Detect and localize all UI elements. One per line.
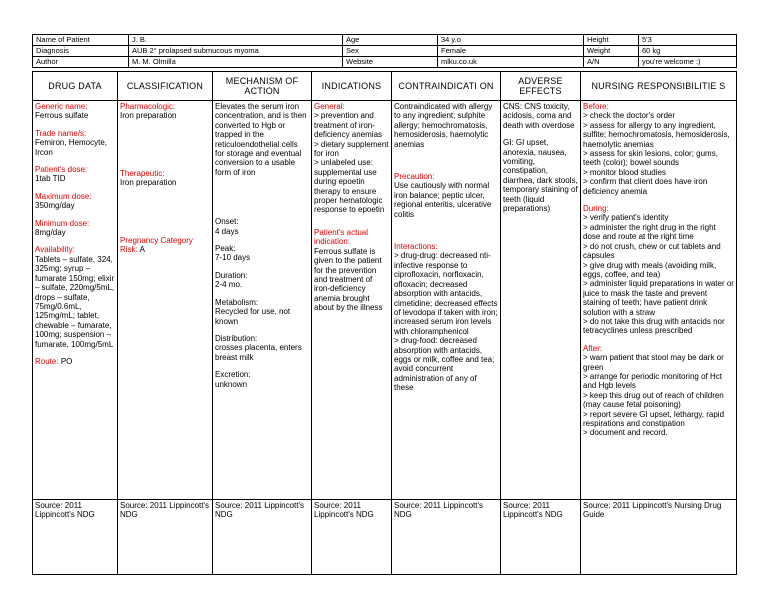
contraindication-cell bbox=[392, 101, 501, 500]
nursing-cell bbox=[581, 101, 737, 500]
classification-cell bbox=[118, 101, 213, 500]
during-label: During: bbox=[583, 204, 609, 214]
peak-text: Peak: 7-10 days bbox=[215, 244, 251, 263]
source-text: Source: 2011 Lippincott's NDG bbox=[501, 500, 581, 575]
author-value: M. M. Olmilla bbox=[129, 57, 343, 68]
header-row bbox=[33, 72, 737, 101]
general-text: > prevention and treatment of iron-deficiency anemias > dietary supplement for iron > unlabeled use: supplemental use during epoetin therapy to ensure proper hematologic response to epoetin bbox=[314, 111, 389, 215]
content-row bbox=[33, 101, 737, 500]
indications-cell bbox=[312, 101, 392, 500]
precaution-label: Precaution: bbox=[394, 172, 435, 182]
info-row bbox=[33, 46, 737, 57]
an-label: A/N bbox=[584, 57, 639, 68]
weight-label: Weight bbox=[584, 46, 639, 57]
source-text: Source: 2011 Lippincott's NDG bbox=[392, 500, 501, 575]
before-label: Before: bbox=[583, 102, 609, 111]
patient-dose-value: 1tab TID bbox=[35, 174, 66, 184]
trade-value: Femiron, Hemocyte, Ircon bbox=[35, 138, 108, 157]
adverse-effects-cell bbox=[501, 101, 581, 500]
pharmacologic-label: Pharmacologic: bbox=[120, 102, 176, 111]
after-label: After: bbox=[583, 343, 603, 353]
name-label: Name of Patient bbox=[33, 35, 129, 46]
header-classification: CLASSIFICATION bbox=[118, 72, 213, 101]
pharmacologic-value: Iron preparation bbox=[120, 111, 177, 121]
after-text: > warn patient that stool may be dark or green > arrange for periodic monitoring of Hct and Hgb levels > keep this drug out of reach of children (may cause fetal poisoning) > report severe GI upset, lethargy, rapid respirations and constipation > document and record. bbox=[583, 353, 725, 438]
info-row bbox=[33, 57, 737, 68]
gi-effects: GI: GI upset, anorexia, nausea, vomiting, constipation, diarrhea, dark stools, temporary staining of teeth (liquid preparations) bbox=[503, 138, 578, 214]
drug-study-table bbox=[32, 71, 737, 575]
max-dose-label: Maximum dose: bbox=[35, 191, 92, 201]
interactions-text: > drug-drug: decreased nti-infective response to ciprofloxacin, norfloxacin, ofloxacin; decreased absorption with antacids, cimetidine; decreased effects of levodopa if taken with iron; increased serum iron levels with chloramphenicol > drug-food: decreased absorption with antacids, eggs or milk, coffee and tea; avoid concurrent administration of any of these bbox=[394, 251, 498, 393]
age-label: Age bbox=[343, 35, 438, 46]
header-contraindication: CONTRAINDICATI ON bbox=[392, 72, 501, 101]
generic-label: Generic name: bbox=[35, 102, 88, 111]
website-value: mlku.co.uk bbox=[438, 57, 584, 68]
mechanism-text: Elevates the serum iron concentration, and is then converted to Hgb or trapped in the reticuloendothelial cells for storage and eventual conversion to a usable form of iron bbox=[215, 102, 307, 177]
diagnosis-label: Diagnosis bbox=[33, 46, 129, 57]
min-dose-label: Minimum dose: bbox=[35, 218, 90, 228]
duration-text: Duration: 2-4 mo. bbox=[215, 270, 248, 290]
availability-value: Tablets – sulfate, 324, 325mg; syrup – fumarate 150mg; elixir – sulfate, 220mg/5mL, drops – sulfate, 75mg/0.6mL, 125mg/mL; tablet, chewable – fumarate, 100mg; suspension – fumarate, 100mg/5mL bbox=[35, 254, 115, 349]
source-text: Source: 2011 Lippincott's NDG bbox=[118, 500, 213, 575]
website-label: Website bbox=[343, 57, 438, 68]
before-text: > check the doctor's order > assess for allergy to any ingredient, sulfite; hemochromatosis, hemosiderosis, haemolytic anemias > assess for skin lesions, color; gums, teeth (color); bowel sounds > monitor blood studies > confirm that client does have iron deficiency anemia bbox=[583, 111, 730, 196]
pregnancy-label: Pregnancy Category Risk: bbox=[120, 235, 193, 255]
height-label: Height bbox=[584, 35, 639, 46]
cns-effects: CNS: CNS toxicity, acidosis, coma and death with overdose bbox=[503, 102, 575, 130]
during-text: > verify patient's identity > administer the right drug in the right dose and route at the right time > do not crush, chew or cut tablets and capsules > give drug with meals (avoiding milk, eggs, coffee, and tea) > administer liquid preparations in water or juice to mask the taste and prevent staining of teeth; have patient drink solution with a straw > do not take this drug with antacids nor tetracyclines unless prescribed bbox=[583, 213, 734, 336]
contraindication-text: Contraindicated with allergy to any ingredient; sulphite allergy; hemochromatosis, hemosiderosis, haemolytic anemias bbox=[394, 102, 493, 149]
therapeutic-value: Iron preparation bbox=[120, 178, 177, 188]
mechanism-cell bbox=[213, 101, 312, 500]
min-dose-value: 8mg/day bbox=[35, 228, 66, 238]
weight-value: 60 kg bbox=[639, 46, 737, 57]
info-row bbox=[33, 35, 737, 46]
height-value: 5'3 bbox=[639, 35, 737, 46]
an-value: you're welcome :) bbox=[639, 57, 737, 68]
header-indications: INDICATIONS bbox=[312, 72, 392, 101]
drug-study-sheet bbox=[32, 34, 736, 575]
excretion-text: Excretion: unknown bbox=[215, 370, 251, 389]
route-line bbox=[35, 357, 115, 366]
diagnosis-value: AUB 2° prolapsed submucous myoma bbox=[129, 46, 343, 57]
age-value: 34 y.o bbox=[438, 35, 584, 46]
actual-indication-text: Ferrous sulfate is given to the patient for the prevention and treatment of iron-deficiency anemia brought about by the illness bbox=[314, 246, 383, 313]
trade-label: Trade name/s: bbox=[35, 128, 87, 138]
patient-info-table bbox=[32, 34, 737, 68]
availability-label: Availability: bbox=[35, 245, 75, 255]
onset-text: Onset: 4 days bbox=[215, 217, 239, 236]
sex-label: Sex bbox=[343, 46, 438, 57]
source-text: Source: 2011 Lippincott's NDG bbox=[213, 500, 312, 575]
pregnancy-line bbox=[120, 236, 210, 255]
therapeutic-label: Therapeutic: bbox=[120, 168, 165, 178]
general-label: General: bbox=[314, 102, 345, 111]
precaution-text: Use cautiously with normal iron balance; peptic ulcer, regional enteritis, ulcerative colitis bbox=[394, 181, 492, 219]
header-nursing: NURSING RESPONSIBILITIE S bbox=[581, 72, 737, 101]
metabolism-text: Metabolism: Recycled for use, not known bbox=[215, 297, 291, 326]
route-value: PO bbox=[60, 356, 73, 366]
route-label: Route: bbox=[35, 356, 59, 366]
sex-value: Female bbox=[438, 46, 584, 57]
max-dose-value: 350mg/day bbox=[35, 201, 75, 211]
source-text: Source: 2011 Lippincott's Nursing Drug Guide bbox=[581, 500, 737, 575]
distribution-text: Distribution: crosses placenta, enters breast milk bbox=[215, 333, 302, 362]
name-value: J. B. bbox=[129, 35, 343, 46]
generic-value: Ferrous sulfate bbox=[35, 111, 89, 121]
actual-indication-label: Patient's actual indication: bbox=[314, 227, 369, 247]
drug-data-cell bbox=[33, 101, 118, 500]
interactions-label: Interactions: bbox=[394, 242, 438, 252]
header-adverse-effects: ADVERSE EFFECTS bbox=[501, 72, 581, 101]
header-mechanism: MECHANISM OF ACTION bbox=[213, 72, 312, 101]
source-text: Source: 2011 Lippincott's NDG bbox=[33, 500, 118, 575]
header-drug-data: DRUG DATA bbox=[33, 72, 118, 101]
patient-dose-label: Patient's dose: bbox=[35, 165, 88, 175]
source-row bbox=[33, 500, 737, 575]
source-text: Source: 2011 Lippincott's NDG bbox=[312, 500, 392, 575]
pregnancy-value: A bbox=[139, 245, 145, 255]
author-label: Author bbox=[33, 57, 129, 68]
